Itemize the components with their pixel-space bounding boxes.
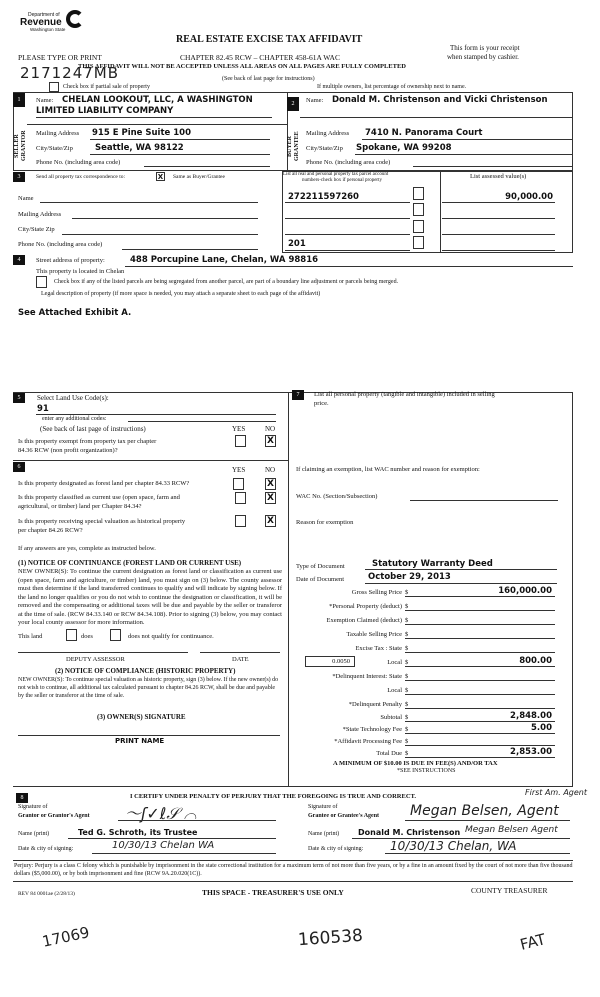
underline (405, 680, 555, 681)
s3-name-field[interactable] (40, 202, 258, 203)
deputy-assessor-label: DEPUTY ASSESSOR (66, 656, 125, 663)
date-label: DATE (232, 656, 249, 663)
underline (405, 624, 555, 625)
personal-property-checkbox-2[interactable] (413, 203, 424, 216)
currency-symbol: $ (405, 687, 409, 694)
underline (355, 154, 573, 155)
underline (285, 202, 410, 203)
form-title: REAL ESTATE EXCISE TAX AFFIDAVIT (176, 34, 363, 45)
historic-yes-checkbox[interactable] (235, 515, 246, 527)
section-8-number: 8 (16, 793, 28, 803)
underline (365, 569, 557, 570)
tax-line-label: Subtotal (380, 714, 402, 721)
notice-1-title: (1) NOTICE OF CONTINUANCE (FOREST LAND OR CURRENT USE) (18, 559, 242, 567)
notice-2-body: NEW OWNER(S): To continue special valuation as historic property, sign (3) below. If the new owner(s) do not wish to continue, all additional tax calculated pursuant to chapter 84.26 RCW, shall be due and payable by the seller or transferor at the time of sale. (18, 677, 279, 699)
currency-symbol: $ (405, 631, 409, 638)
seller-name-label: Name: (36, 97, 54, 104)
section-4-number: 4 (13, 255, 25, 265)
date-line[interactable] (200, 652, 280, 653)
section-6-number: 6 (13, 462, 25, 472)
s3-phone-field[interactable] (122, 249, 258, 250)
parcel-3[interactable] (285, 234, 410, 235)
dor-logo (20, 12, 65, 32)
historic-q-1: Is this property receiving special valuation as historical property (18, 518, 186, 525)
s3-city-label: City/State Zip (18, 226, 55, 233)
forest-no-checkbox[interactable]: X (265, 478, 276, 490)
section-3-number: 3 (13, 172, 25, 182)
grantee-name-field[interactable]: Donald M. Christenson (358, 828, 461, 837)
grantee-date-label: Date & city of signing: (308, 846, 364, 852)
tax-line-label: Total Due (376, 750, 402, 757)
tax-line-label: *Delinquent Penalty (348, 701, 402, 708)
section-7-number: 7 (292, 390, 304, 400)
grantor-date-field[interactable]: 10/30/13 Chelan WA (112, 840, 215, 851)
tax-line-label: Excise Tax : State (355, 645, 402, 652)
tax-line-value[interactable]: 160,000.00 (498, 586, 552, 596)
seller-phone-field[interactable] (144, 166, 270, 167)
owner-signature-line[interactable] (18, 735, 280, 736)
assessed-header: List assessed value(s) (470, 173, 527, 180)
currency-symbol: $ (405, 659, 409, 666)
same-as-buyer-checkbox[interactable]: X (157, 173, 164, 181)
minimum-notice: A MINIMUM OF $10.00 IS DUE IN FEE(S) AND/OR TAX (333, 760, 498, 767)
tax-line-label: Exemption Claimed (deduct) (326, 617, 402, 624)
tax-line-value[interactable]: 5.00 (531, 723, 552, 733)
currency-symbol: $ (405, 603, 409, 610)
underline (405, 610, 555, 611)
deputy-assessor-signature-line[interactable] (18, 652, 188, 653)
seller-mailing-field[interactable]: 915 E Pine Suite 100 (92, 128, 192, 138)
assessed-4[interactable] (442, 250, 555, 251)
personal-property-checkbox-3[interactable] (413, 220, 424, 233)
parcel-header-2: numbers-check box if personal property (302, 178, 382, 183)
buyer-phone-field[interactable] (413, 166, 573, 167)
street-label: Street address of property: (36, 257, 105, 264)
doc-date-field[interactable]: October 29, 2013 (368, 572, 451, 582)
current-use-no-checkbox[interactable]: X (265, 492, 276, 504)
land-use-code[interactable]: 91 (37, 404, 49, 414)
seller-mailing-label: Mailing Address (36, 130, 80, 137)
grantee-date-field[interactable]: 10/30/13 Chelan, WA (390, 839, 517, 853)
additional-codes-label: enter any additional codes: (42, 416, 107, 422)
doc-type-field[interactable]: Statutory Warranty Deed (372, 559, 493, 569)
currency-symbol: $ (405, 617, 409, 624)
parcel-4[interactable]: 201 (288, 239, 306, 249)
s5-see-back: (See back of last page of instructions) (40, 425, 146, 433)
divider (300, 117, 573, 118)
underline (405, 666, 555, 667)
section-2-number: 2 (287, 97, 299, 111)
notice-1-body: NEW OWNER(S): To continue the current designation as forest land or classification as current use (open space, farm and agriculture, or timber) land, you must sign on (3) below. The county assessor must then determine if the land transferred continues to qualify and will indicate by signing below. If the land no longer qualifies or you do not wish to continue the designation or classification, it will be removed and the compensating or additional taxes will be due and payable by the seller or transferor at the time of sale. (RCW 84.33.140 or RCW 84.34.108). Prior to signing (3) below, you may contact your local county assessor for more information. (18, 568, 282, 626)
tax-line-label: Local (387, 687, 402, 694)
personal-property-label-2: price. (314, 400, 329, 407)
current-use-q-1: Is this property classified as current use (open space, farm and (18, 494, 180, 501)
tax-line-label: *Affidavit Processing Fee (334, 738, 402, 745)
handwritten-bottom-2: 160538 (297, 925, 364, 951)
perjury-notice: Perjury: Perjury is a class C felony which is punishable by imprisonment in the state correctional institution for a maximum term of not more than five years, or by a fine in an amount fixed by the court of not more than five thousand dollars ($5,000.00), or by both imprisonment and fine (RCW 9A.20.020(1C)). (14, 863, 573, 877)
currency-symbol: $ (405, 645, 409, 652)
buyer-mailing-label: Mailing Address (306, 130, 350, 137)
s5-yes: YES (232, 425, 246, 433)
parcel-2[interactable] (285, 218, 410, 219)
this-land-label: This land (18, 633, 43, 640)
logo-dept: Department of (28, 12, 60, 18)
underline (92, 853, 276, 854)
s3-mailing-label: Mailing Address (18, 211, 62, 218)
underline (405, 820, 570, 821)
street-field[interactable]: 488 Porcupine Lane, Chelan, WA 98816 (130, 255, 319, 265)
s6-yes: YES (232, 466, 246, 474)
exemption-label: If claiming an exemption, list WAC number and reason for exemption: (296, 466, 480, 473)
underline (68, 838, 276, 839)
grantor-date-label: Date & city of signing: (18, 846, 74, 852)
reason-label: Reason for exemption (296, 519, 354, 526)
current-use-q-2: agricultural, or timber) land per Chapter 84.34? (18, 503, 142, 510)
buyer-phone-label: Phone No. (including area code) (306, 159, 391, 166)
grantee-agent-print: Megan Belsen Agent (465, 825, 558, 835)
if-yes: If any answers are yes, complete as instructed below. (18, 545, 156, 552)
currency-symbol: $ (405, 589, 409, 596)
grantor-signature[interactable]: 〜ʃ✓ℓ𝒮 ⌒ (125, 804, 197, 823)
s6-no: NO (265, 466, 276, 474)
underline (405, 721, 555, 722)
exempt-q-1: Is this property exempt from property tax per chapter (18, 438, 157, 445)
underline (405, 638, 555, 639)
does-label: does (81, 633, 93, 640)
s3-mailing-field[interactable] (72, 218, 258, 219)
logo-state: Washington State (30, 27, 66, 32)
grantee-agent-note: First Am. Agent (525, 788, 587, 797)
grantor-sig-label-1: Signature of (18, 804, 48, 810)
grantee-signature[interactable]: Megan Belsen, Agent (410, 803, 559, 819)
land-use-label: Select Land Use Code(s): (37, 394, 109, 402)
underline (285, 250, 410, 251)
send-correspondence-label: Send all property tax correspondence to: (36, 174, 126, 180)
exempt-yes-checkbox[interactable] (235, 435, 246, 447)
handwritten-bottom-3: FAT (518, 930, 548, 954)
underline (405, 745, 555, 746)
underline (385, 853, 570, 854)
seller-city-label: City/State/Zip (36, 145, 73, 152)
segregated-label: Check box if any of the listed parcels are being segregated from another parcel, are part of a boundary line adjustment or parcels being merged. (54, 279, 399, 285)
seller-side-label: SELLER GRANTOR (14, 130, 27, 162)
underline (405, 708, 555, 709)
legal-label: Legal description of property (if more space is needed, you may attach a separate sheet to each page of the affidavit) (41, 291, 321, 297)
chapter: CHAPTER 82.45 RCW – CHAPTER 458-61A WAC (180, 53, 340, 62)
divider (288, 392, 289, 786)
same-as-buyer-label: Same as Buyer/Grantee (173, 174, 225, 180)
exempt-q-2: 84.36 RCW (non profit organization)? (18, 447, 118, 454)
multiple-owners: If multiple owners, list percentage of ownership next to name. (317, 84, 467, 90)
currency-symbol: $ (405, 673, 409, 680)
wac-field[interactable] (410, 500, 558, 501)
seller-name-line-1[interactable]: CHELAN LOOKOUT, LLC, A WASHINGTON (62, 95, 253, 105)
s5-no: NO (265, 425, 276, 433)
historic-no-checkbox[interactable]: X (265, 515, 276, 527)
owner-signature-label: (3) OWNER(S) SIGNATURE (97, 713, 186, 721)
underline (362, 139, 573, 140)
currency-symbol: $ (405, 738, 409, 745)
section-1-number: 1 (13, 93, 25, 107)
tax-line-value[interactable]: 800.00 (519, 656, 552, 666)
see-instructions: *SEE INSTRUCTIONS (397, 768, 456, 774)
divider (13, 460, 288, 461)
logo-name: Revenue (20, 17, 62, 28)
does-not-checkbox[interactable] (110, 629, 121, 641)
does-not-label: does not qualify for continuance. (128, 633, 214, 640)
divider (13, 860, 573, 861)
tax-line-value[interactable]: 2,848.00 (510, 711, 552, 721)
divider (27, 124, 287, 125)
print-name-label: PRINT NAME (115, 737, 165, 745)
underline (36, 414, 276, 415)
current-use-yes-checkbox[interactable] (235, 492, 246, 504)
tax-rate-box[interactable]: 0.0050 (305, 656, 355, 667)
underline (405, 757, 555, 758)
underline (405, 652, 555, 653)
handwritten-bottom-1: 17069 (40, 923, 92, 951)
partial-sale-label: Check box if partial sale of property (63, 84, 150, 90)
doc-date-label: Date of Document (296, 576, 345, 583)
partial-sale-checkbox[interactable] (49, 82, 59, 92)
underline (90, 154, 270, 155)
warning: THIS AFFIDAVIT WILL NOT BE ACCEPTED UNLESS ALL AREAS ON ALL PAGES ARE FULLY COMPLETED (78, 63, 406, 70)
tax-line-label: *State Technology Fee (342, 726, 402, 733)
handwritten-number: 2171247MB (20, 64, 120, 82)
grantee-sig-label-2: Grantee or Grantee's Agent (308, 813, 380, 819)
currency-symbol: $ (405, 750, 409, 757)
tax-line-value[interactable]: 2,853.00 (510, 747, 552, 757)
rev-number: REV 84 0001ae (2/28/13) (18, 891, 75, 897)
does-checkbox[interactable] (66, 629, 77, 641)
county-treasurer: COUNTY TREASURER (471, 886, 548, 895)
currency-symbol: $ (405, 726, 409, 733)
grantor-name-field[interactable]: Ted G. Schroth, its Trustee (78, 828, 198, 837)
underline (365, 583, 557, 584)
tax-line-label: Taxable Selling Price (346, 631, 402, 638)
segregated-checkbox[interactable] (36, 276, 47, 288)
tax-line-label: *Personal Property (deduct) (329, 603, 402, 610)
personal-property-checkbox-4[interactable] (413, 236, 424, 249)
s3-city-field[interactable] (62, 234, 258, 235)
assessed-3[interactable] (442, 234, 555, 235)
s3-name-label: Name (18, 195, 34, 202)
type-or-print: PLEASE TYPE OR PRINT (18, 53, 102, 62)
assessed-2[interactable] (442, 218, 555, 219)
historic-q-2: per chapter 84.26 RCW? (18, 527, 83, 534)
parcel-1[interactable]: 272211597260 (288, 192, 359, 202)
underline (405, 694, 555, 695)
seller-phone-label: Phone No. (including area code) (36, 159, 121, 166)
s3-phone-label: Phone No. (including area code) (18, 241, 103, 248)
section-3-box (282, 171, 573, 253)
underline (405, 733, 555, 734)
underline (36, 117, 272, 118)
divider (440, 171, 441, 253)
located-in: This property is located in Chelan (36, 268, 125, 275)
tax-line-label: Gross Selling Price (351, 589, 402, 596)
underline (125, 266, 573, 267)
receipt-line-2: when stamped by cashier. (447, 53, 519, 61)
seller-name-line-2[interactable]: LIMITED LIABILITY COMPANY (36, 106, 174, 116)
forest-q: Is this property designated as forest land per chapter 84.33 RCW? (18, 480, 190, 487)
tax-line-label: Local (387, 659, 402, 666)
buyer-name-label: Name: (306, 97, 324, 104)
underline (405, 596, 555, 597)
grantee-sig-label-1: Signature of (308, 804, 338, 810)
personal-property-checkbox-1[interactable] (413, 187, 424, 200)
underline (90, 139, 270, 140)
buyer-side-label: BUYER GRANTEE (287, 131, 300, 161)
forest-yes-checkbox[interactable] (233, 478, 244, 490)
exempt-no-checkbox[interactable]: X (265, 435, 276, 447)
receipt-line-1: This form is your receipt (450, 44, 520, 52)
tax-line-label: *Delinquent Interest: State (332, 673, 402, 680)
personal-property-label-1: List all personal property (tangible and intangible) included in selling (314, 391, 495, 398)
grantor-sig-label-2: Grantor or Grantor's Agent (18, 813, 90, 819)
doc-type-label: Type of Document (296, 563, 345, 570)
wac-label: WAC No. (Section/Subsection) (296, 493, 378, 500)
see-back: (See back of last page for instructions) (222, 76, 315, 82)
additional-codes-field[interactable] (128, 421, 276, 422)
legal-description[interactable]: See Attached Exhibit A. (18, 308, 132, 318)
grantor-name-label: Name (print) (18, 831, 50, 837)
section-5-number: 5 (13, 393, 25, 403)
buyer-name-field[interactable]: Donald M. Christenson and Vicki Christenson (332, 95, 548, 105)
currency-symbol: $ (405, 701, 409, 708)
buyer-city-field[interactable]: Spokane, WA 99208 (356, 143, 452, 153)
underline (118, 820, 276, 821)
seller-city-field[interactable]: Seattle, WA 98122 (95, 143, 184, 153)
logo-swirl-icon (66, 10, 84, 28)
parcel-header-1: List all real and personal property tax parcel account (283, 172, 389, 177)
underline (442, 202, 555, 203)
certify-statement: I CERTIFY UNDER PENALTY OF PERJURY THAT THE FOREGOING IS TRUE AND CORRECT. (130, 793, 417, 800)
grantee-name-label: Name (print) (308, 831, 340, 837)
treasurer-use: THIS SPACE - TREASURER'S USE ONLY (202, 888, 344, 897)
buyer-city-label: City/State/Zip (306, 145, 343, 152)
notice-2-title: (2) NOTICE OF COMPLIANCE (HISTORIC PROPERTY) (55, 667, 236, 675)
buyer-mailing-field[interactable]: 7410 N. Panorama Court (365, 128, 483, 138)
assessed-1[interactable]: 90,000.00 (505, 192, 553, 202)
currency-symbol: $ (405, 714, 409, 721)
